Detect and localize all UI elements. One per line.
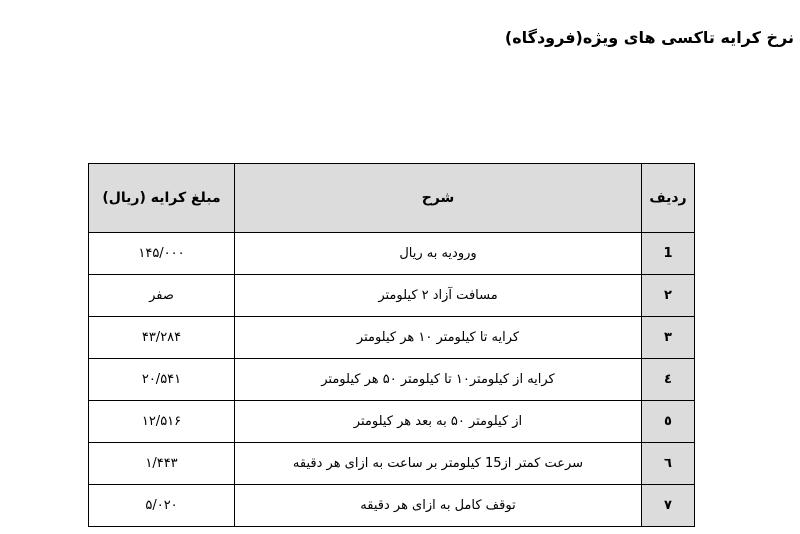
row-index: ٦ — [642, 443, 695, 485]
row-index: 1 — [642, 233, 695, 275]
row-index: ۳ — [642, 317, 695, 359]
row-amount: ۱۴۵/۰۰۰ — [89, 233, 235, 275]
fare-table — [88, 163, 695, 527]
row-amount: ۲۰/۵۴۱ — [89, 359, 235, 401]
table-row — [89, 359, 695, 401]
header-amount: مبلغ کرایه (ریال) — [89, 164, 235, 233]
row-description: مسافت آزاد ۲ کیلومتر — [235, 275, 642, 317]
row-index: ۷ — [642, 485, 695, 527]
header-description: شرح — [235, 164, 642, 233]
row-description: کرایه از کیلومتر۱۰ تا کیلومتر ۵۰ هر کیلومتر — [235, 359, 642, 401]
row-description: از کیلومتر ۵۰ به بعد هر کیلومتر — [235, 401, 642, 443]
row-description: ورودیه به ریال — [235, 233, 642, 275]
table-row — [89, 401, 695, 443]
row-amount: ۱/۴۴۳ — [89, 443, 235, 485]
table-row — [89, 443, 695, 485]
table-row — [89, 233, 695, 275]
row-index: ٥ — [642, 401, 695, 443]
row-amount: صفر — [89, 275, 235, 317]
table-row — [89, 317, 695, 359]
row-amount: ۱۲/۵۱۶ — [89, 401, 235, 443]
table-header-row — [89, 164, 695, 233]
row-description: کرایه تا کیلومتر ۱۰ هر کیلومتر — [235, 317, 642, 359]
row-amount: ۴۳/۲۸۴ — [89, 317, 235, 359]
row-description: توقف کامل به ازای هر دقیقه — [235, 485, 642, 527]
table-row — [89, 485, 695, 527]
header-index: ردیف — [642, 164, 695, 233]
row-description: سرعت کمتر از15 کیلومتر بر ساعت به ازای هر دقیقه — [235, 443, 642, 485]
table-row — [89, 275, 695, 317]
page-title: نرخ کرایه تاکسی های ویژه(فرودگاه) — [504, 28, 794, 47]
row-amount: ۵/۰۲۰ — [89, 485, 235, 527]
row-index: ٤ — [642, 359, 695, 401]
row-index: ۲ — [642, 275, 695, 317]
